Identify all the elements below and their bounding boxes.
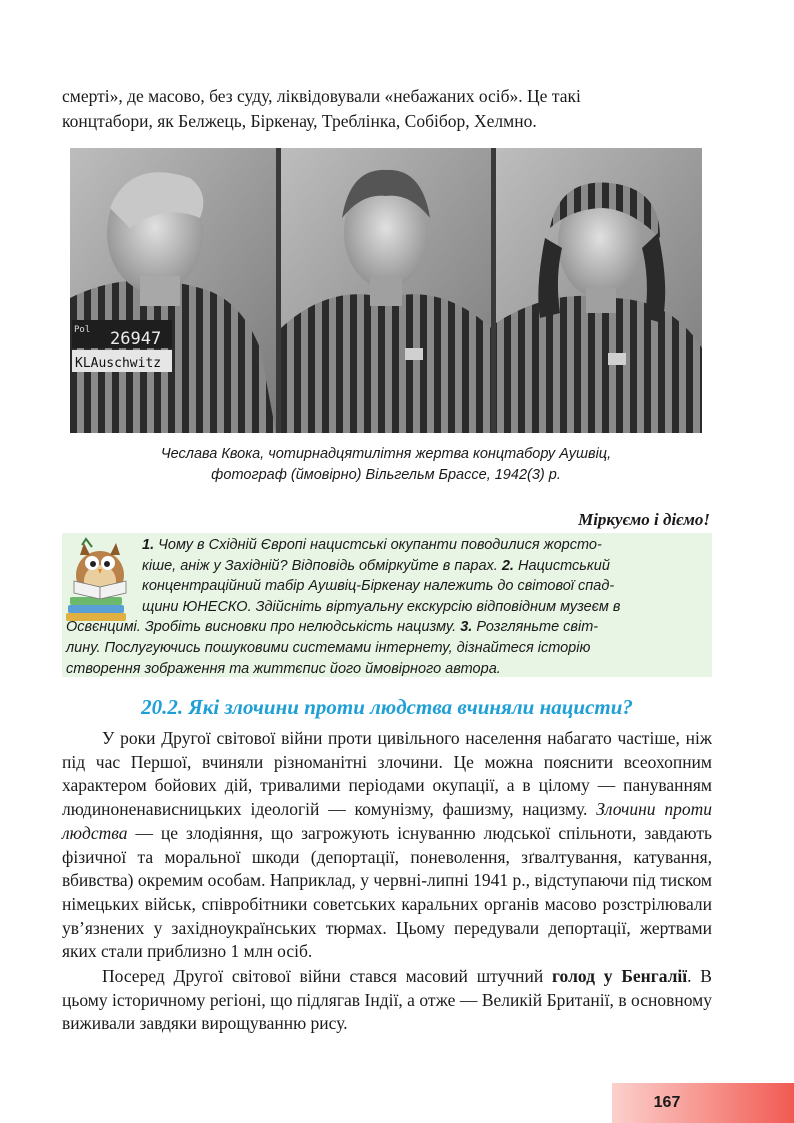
term-crimes-against-humanity: Злочини проти людства bbox=[62, 799, 712, 843]
body-paragraph-2: Посеред Другої світової війни стався масовий штучний голод у Бенгалії. В цьому історичному регіоні, що підлягав Індії, а отже — Великій Британії, в основному виживали завдяки вирощуванню рису. bbox=[62, 966, 712, 1034]
section-title: 20.2. Які злочини проти людства вчиняли нацисти? bbox=[141, 695, 633, 719]
intro-line-1: смерті», де масово, без суду, ліквідовували «небажаних осіб». Це такі bbox=[62, 86, 581, 106]
body-paragraph-1: У роки Другої світової війни проти цивільного населення набагато частіше, ніж під час Першої, вчиняли різноманітні злочини. Це можна пояснити всеохопним характером бойових дій, тривалими періодами окупації, а в цілому — пануванням людиноненависницьких ідеологій — комунізму, фашизму, нацизму. Злочини проти людства — це злодіяння, що загрожують існуванню людської спільноти, завдають фізичної та моральної шкоди (депортації, поневолення, зґвалтування, катування, вбивства) окремим особам. Наприклад, у червні-липні 1941 р., відступаючи під тиском німецьких військ, співробітники советських каральних органів масово розстрілювали ув’язнених у західноукраїнських тюрмах. Цьому передували депортації, жертвами яких стали приблизно 1 млн осіб. bbox=[62, 728, 712, 962]
term-bengal-famine: голод у Бенгалії bbox=[552, 966, 688, 987]
intro-paragraph bbox=[62, 84, 712, 134]
caption-line-1: Чеслава Квока, чотирнадцятилітня жертва концтабору Аушвіц, bbox=[160, 446, 612, 462]
plate-number: 26947 bbox=[110, 329, 162, 349]
task-line: Освєнцимі. Зробіть висновки про нелюдськість нацизму. 3. Розгляньте світ- bbox=[66, 619, 599, 636]
task-heading: Міркуємо і діємо! bbox=[578, 510, 710, 529]
task-line: концентраційний табір Аушвіц-Біркенау належить до світової спад- bbox=[142, 578, 615, 595]
task-line: 1. Чому в Східній Європі нацистські окупанти поводилися жорсто- bbox=[142, 537, 602, 553]
task-line: кіше, аніж у Західній? Відповідь обміркуйте в парах. 2. Нацистський bbox=[142, 557, 610, 574]
task-line: щини ЮНЕСКО. Здійсніть віртуальну екскурсію відповідним музеєм в bbox=[142, 598, 621, 615]
body-text bbox=[62, 727, 712, 1036]
photo-caption bbox=[70, 444, 702, 486]
task-line: лину. Послугуючись пошуковими системами інтернету, дізнайтеся історію bbox=[66, 639, 591, 656]
task-line: створення зображення та життєпис його ймовірного автора. bbox=[66, 660, 501, 677]
task-number-3: 3. bbox=[460, 619, 473, 636]
task-box bbox=[62, 533, 712, 677]
intro-line-2: концтабори, як Белжець, Біркенау, Треблінка, Собібор, Хелмно. bbox=[62, 111, 537, 131]
caption-line-2: фотограф (ймовірно) Вільгельм Брассе, 1942(3) р. bbox=[211, 467, 561, 483]
plate-text: KLAuschwitz bbox=[75, 356, 162, 371]
page-number: 167 bbox=[653, 1094, 681, 1111]
task-text bbox=[62, 535, 710, 679]
task-number-2: 2. bbox=[501, 557, 514, 574]
task-number-1: 1. bbox=[142, 537, 155, 553]
historical-photo bbox=[70, 148, 702, 433]
plate-small-text: Pol bbox=[74, 325, 91, 335]
photo-illustration bbox=[70, 148, 702, 433]
